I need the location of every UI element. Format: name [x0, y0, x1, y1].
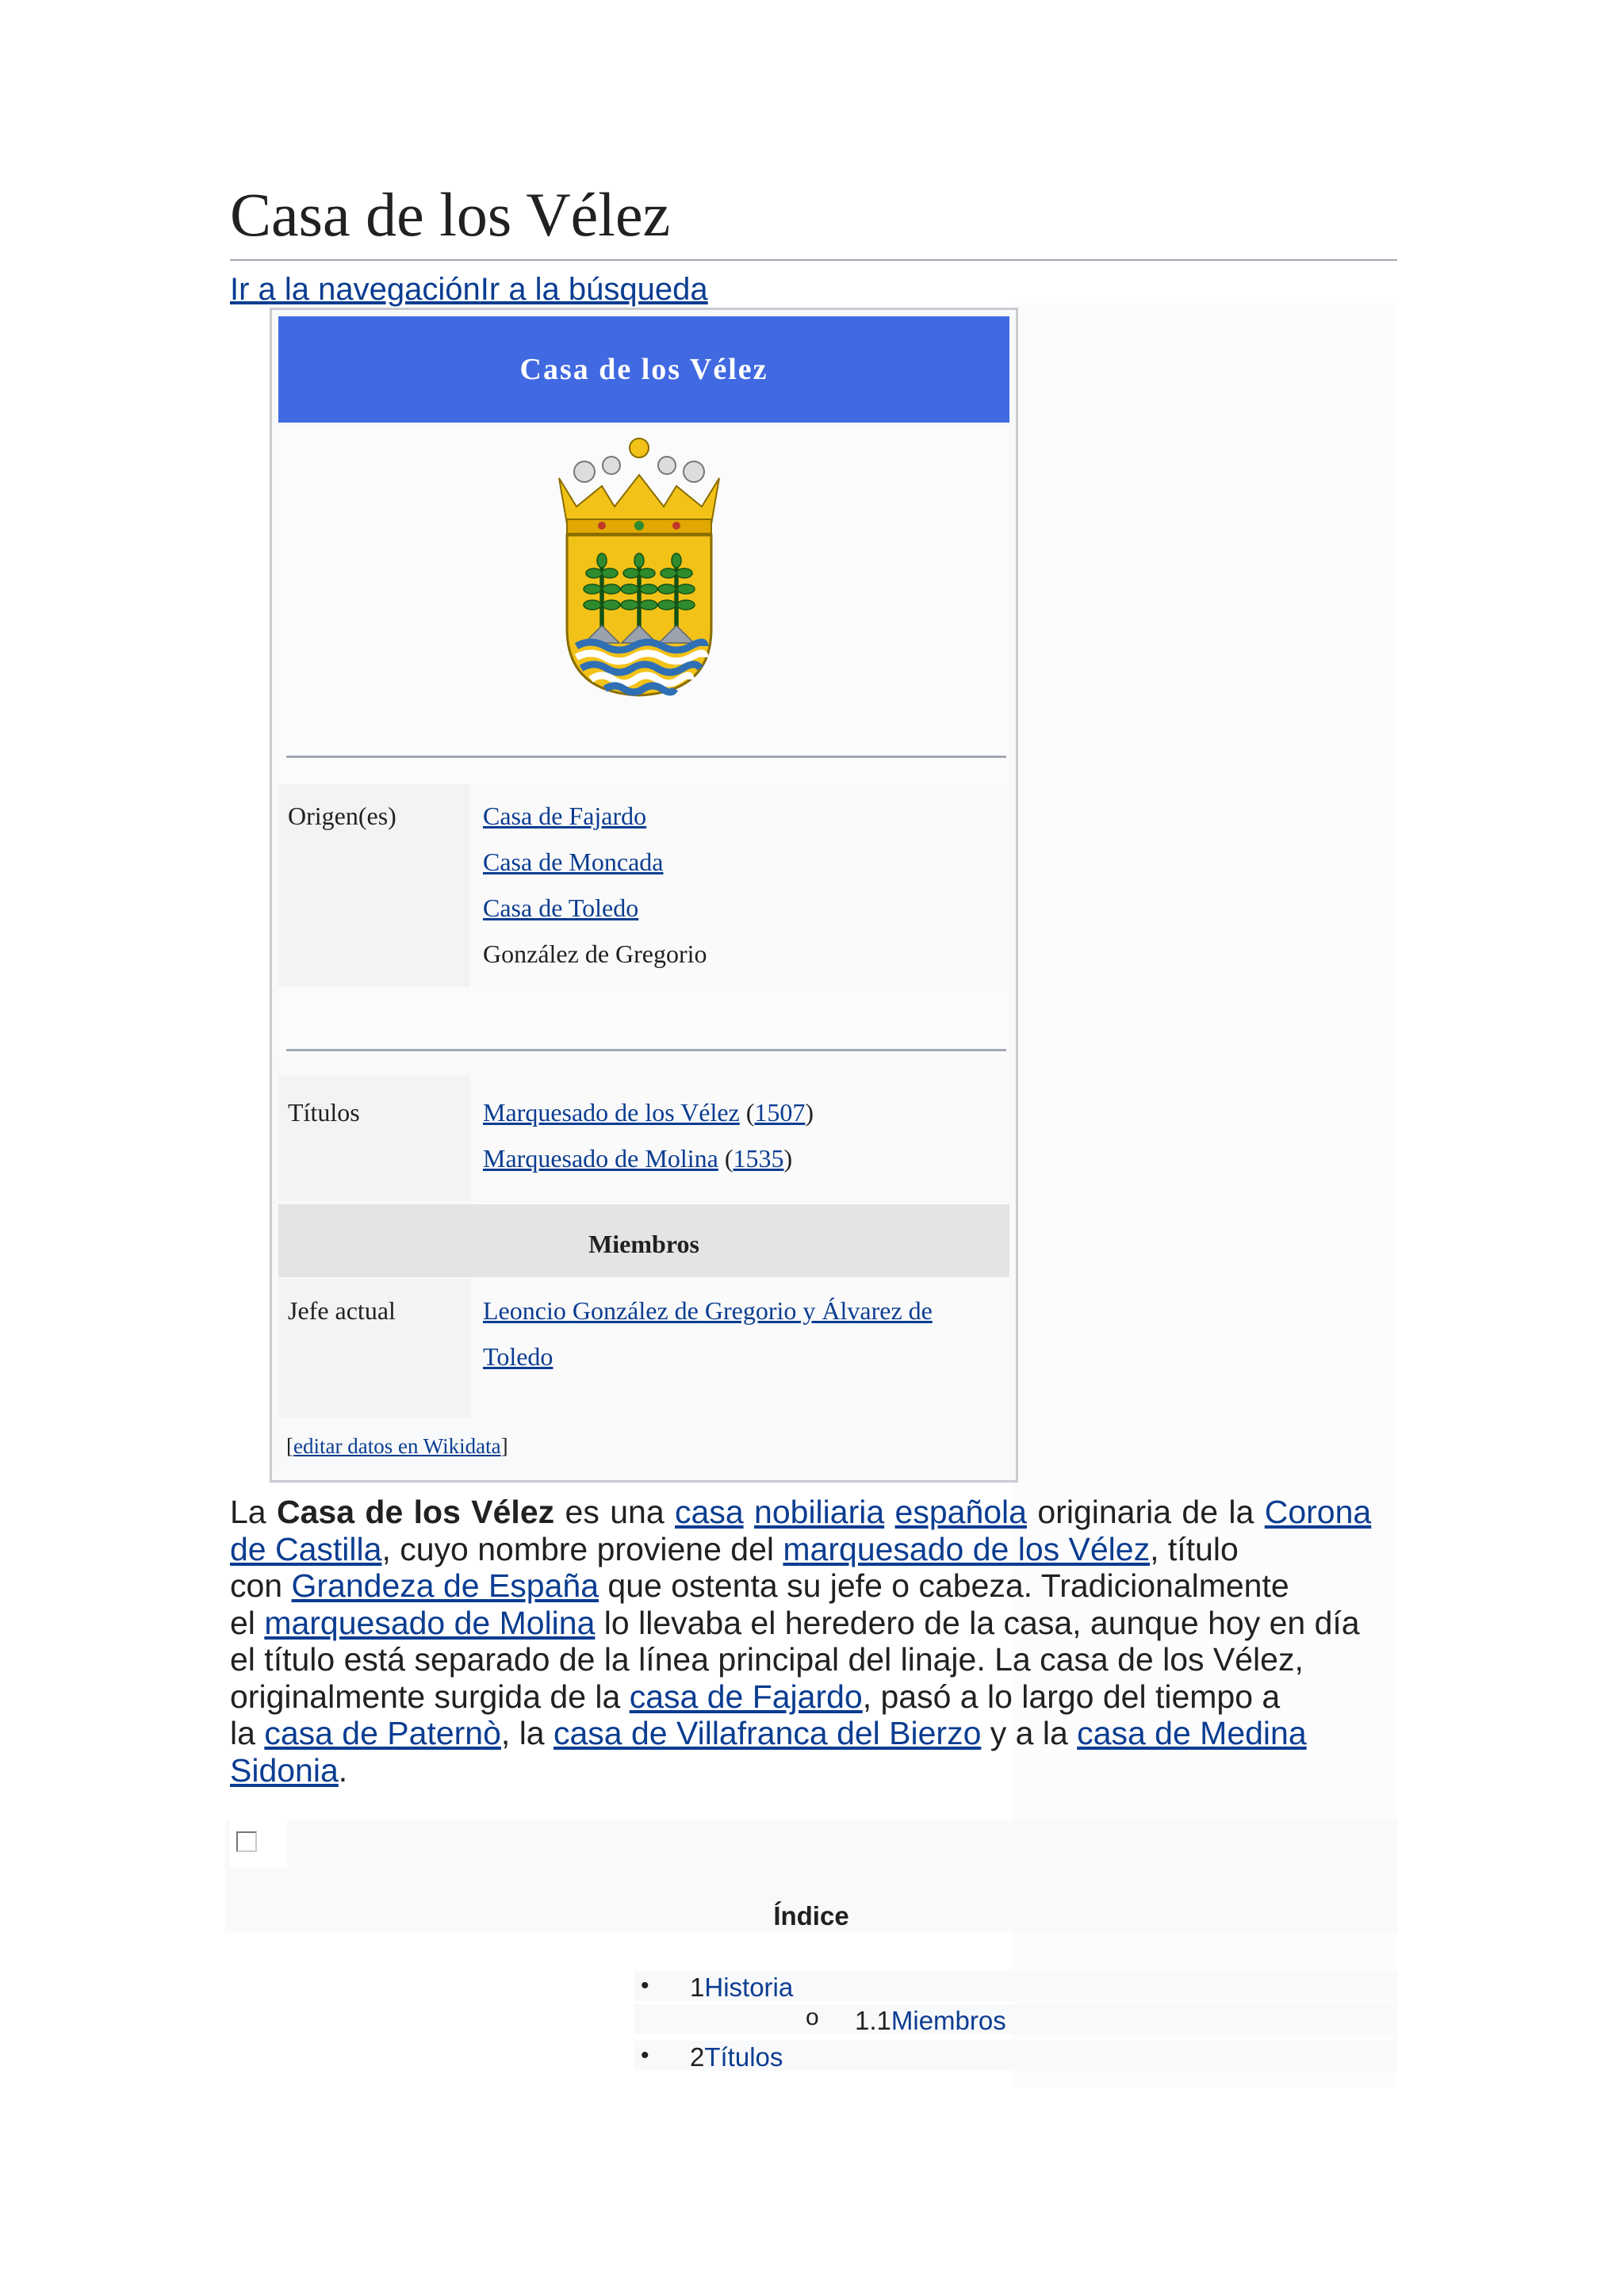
text: .	[338, 1751, 348, 1789]
origin-link-toledo[interactable]: Casa de Toledo	[483, 894, 639, 922]
text: con	[230, 1567, 292, 1604]
toc-link[interactable]: Historia	[704, 1973, 794, 2002]
text: la	[230, 1715, 265, 1751]
title-link-molina[interactable]: Marquesado de Molina	[483, 1144, 718, 1173]
text: el título está separado de la línea principal del linaje. La casa de los Vélez,	[230, 1641, 1304, 1678]
link-casa-de-villafranca[interactable]: casa de Villafranca del Bierzo	[553, 1715, 982, 1751]
text: originaria de la	[1026, 1494, 1265, 1530]
text: , título	[1150, 1530, 1239, 1567]
text	[884, 1494, 894, 1530]
origin-link-moncada[interactable]: Casa de Moncada	[483, 848, 664, 876]
title-entry: Marquesado de los Vélez (1507)	[483, 1098, 814, 1127]
title-entry: Marquesado de Molina (1535)	[483, 1144, 793, 1173]
toc-link[interactable]: Miembros	[891, 2006, 1006, 2035]
titles-row	[278, 1076, 1009, 1201]
sub-bullet-icon: o	[806, 2004, 819, 2030]
toc-item-historia[interactable]	[690, 1973, 793, 2003]
toc-title: Índice	[773, 1901, 849, 1931]
head-link-line1[interactable]: Leoncio González de Gregorio y Álvarez de	[483, 1296, 933, 1325]
link-corona-de-castilla[interactable]: de Castilla	[230, 1530, 382, 1567]
text: , la	[500, 1715, 553, 1751]
origin-label: Origen(es)	[288, 802, 396, 830]
toc-number: 1.1	[855, 2006, 891, 2035]
text: , cuyo nombre proviene del	[381, 1530, 783, 1567]
title-divider	[230, 259, 1397, 261]
infobox	[270, 308, 1018, 1483]
text: La	[230, 1494, 277, 1530]
head-value-cell	[477, 1279, 1009, 1418]
link-casa-de-paterno[interactable]: casa de Paternò	[264, 1715, 501, 1751]
origin-label-cell	[278, 784, 470, 987]
coat-of-arms-image[interactable]	[535, 430, 743, 700]
link-casa-de-medina-sidonia[interactable]: casa de Medina	[1077, 1715, 1307, 1751]
crown-icon	[559, 438, 719, 534]
intro-paragraph	[230, 1494, 1372, 1789]
year-link-1507[interactable]: 1507	[754, 1098, 806, 1127]
toc-link[interactable]: Títulos	[704, 2042, 783, 2072]
infobox-divider	[286, 1049, 1006, 1051]
bold-term: Casa de los Vélez	[277, 1494, 555, 1530]
head-label: Jefe actual	[288, 1296, 396, 1325]
text: y a la	[981, 1715, 1078, 1751]
titles-value-cell	[477, 1076, 1009, 1201]
toc-number: 1	[690, 1973, 705, 2002]
text: que ostenta su jefe o cabeza. Tradicionalmente	[599, 1567, 1289, 1604]
head-row	[278, 1279, 1009, 1418]
toc-item-titulos[interactable]	[690, 2042, 783, 2072]
text: es una	[554, 1494, 676, 1530]
text: lo llevaba el heredero de la casa, aunque hoy en día	[595, 1604, 1360, 1641]
link-casa-de-fajardo[interactable]: casa de Fajardo	[629, 1678, 863, 1715]
origin-link-fajardo[interactable]: Casa de Fajardo	[483, 802, 647, 830]
skip-links	[230, 270, 708, 309]
bullet-icon: •	[641, 1973, 649, 1999]
edit-wikidata-link[interactable]: editar datos en Wikidata	[293, 1434, 501, 1458]
link-casa[interactable]: casa	[675, 1494, 744, 1530]
title-link-velez[interactable]: Marquesado de los Vélez	[483, 1098, 740, 1127]
link-casa-de-medina-sidonia[interactable]: Sidonia	[230, 1751, 339, 1789]
toc-row-background	[634, 2004, 1397, 2034]
link-espanola[interactable]: española	[894, 1494, 1027, 1530]
toc-checkbox[interactable]	[236, 1831, 257, 1852]
text: originalmente surgida de la	[230, 1678, 630, 1715]
link-nobiliaria[interactable]: nobiliaria	[754, 1494, 885, 1530]
origin-value-cell	[477, 784, 1009, 987]
head-link-line2[interactable]: Toledo	[483, 1342, 553, 1371]
text: , pasó a lo largo del tiempo a	[862, 1678, 1281, 1715]
link-corona-de-castilla[interactable]: Corona	[1264, 1494, 1372, 1530]
origin-row	[278, 784, 1009, 987]
year-link-1535[interactable]: 1535	[733, 1144, 784, 1173]
members-heading: Miembros	[278, 1204, 1009, 1277]
bullet-icon: •	[641, 2042, 649, 2068]
head-label-cell	[278, 1279, 470, 1418]
toc-item-miembros[interactable]	[855, 2006, 1006, 2036]
text	[744, 1494, 754, 1530]
content-background	[1012, 303, 1397, 2087]
link-marquesado-molina[interactable]: marquesado de Molina	[264, 1604, 596, 1641]
titles-label: Títulos	[288, 1098, 360, 1127]
skip-to-navigation-link[interactable]: Ir a la navegación	[230, 272, 481, 307]
titles-label-cell	[278, 1076, 470, 1201]
origin-text-gonzalez: González de Gregorio	[483, 939, 707, 968]
text: el	[230, 1604, 265, 1641]
link-grandeza-de-espana[interactable]: Grandeza de España	[291, 1567, 599, 1604]
wikidata-edit: [editar datos en Wikidata]	[286, 1434, 508, 1458]
page-title: Casa de los Vélez	[230, 180, 671, 249]
infobox-header: Casa de los Vélez	[278, 316, 1009, 423]
toc-number: 2	[690, 2042, 705, 2072]
link-marquesado-velez[interactable]: marquesado de los Vélez	[783, 1530, 1151, 1567]
infobox-divider	[286, 756, 1006, 758]
skip-to-search-link[interactable]: Ir a la búsqueda	[480, 272, 708, 307]
